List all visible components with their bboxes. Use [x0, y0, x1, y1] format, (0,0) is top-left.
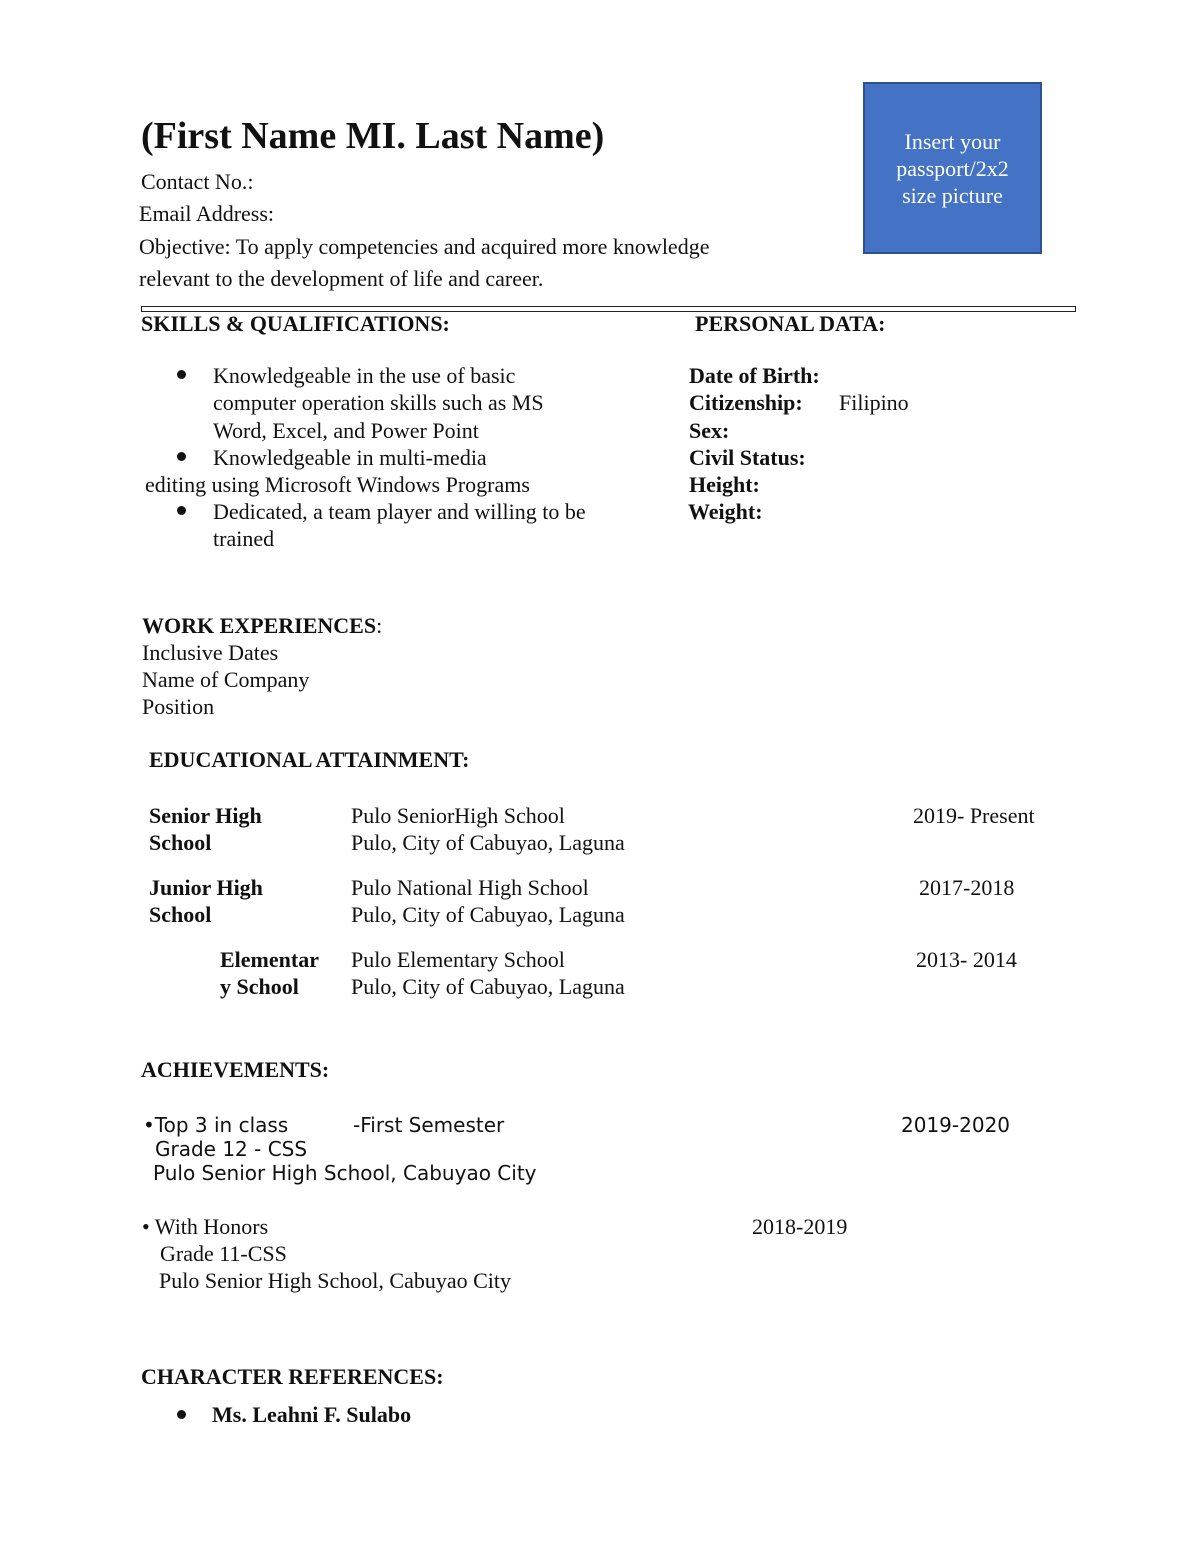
skill-1-line-2: computer operation skills such as MS	[213, 390, 544, 415]
jhs-school-address: Pulo, City of Cabuyao, Laguna	[351, 902, 625, 927]
skill-1-line-1: Knowledgeable in the use of basic	[213, 363, 516, 388]
bullet-icon	[177, 1410, 186, 1419]
applicant-name: (First Name MI. Last Name)	[141, 115, 605, 157]
civil-status-label: Civil Status:	[689, 445, 806, 470]
work-heading-colon: :	[376, 613, 383, 638]
reference-1-name: Ms. Leahni F. Sulabo	[212, 1402, 412, 1427]
elem-years: 2013- 2014	[916, 947, 1017, 972]
elem-level-line-1: Elementar	[220, 947, 319, 972]
elem-school-address: Pulo, City of Cabuyao, Laguna	[351, 974, 625, 999]
photo-placeholder-text: Insert your passport/2x2 size picture	[896, 128, 1009, 208]
jhs-level-line-2: School	[149, 902, 212, 927]
achievement-2-grade: Grade 11-CSS	[160, 1241, 287, 1266]
photo-placeholder	[863, 82, 1042, 254]
jhs-years: 2017-2018	[919, 875, 1015, 900]
work-heading	[142, 612, 382, 639]
jhs-school-name: Pulo National High School	[351, 875, 589, 900]
achievement-1-school: Pulo Senior High School, Cabuyao City	[153, 1161, 537, 1185]
achievements-heading: ACHIEVEMENTS:	[141, 1057, 330, 1082]
shs-school-name: Pulo SeniorHigh School	[351, 803, 565, 828]
achievement-1-term: -First Semester	[353, 1113, 505, 1137]
height-label: Height:	[689, 472, 760, 497]
shs-years: 2019- Present	[913, 803, 1035, 828]
bullet-icon	[177, 506, 186, 515]
achievement-2-school: Pulo Senior High School, Cabuyao City	[159, 1268, 511, 1293]
citizenship-label: Citizenship:	[689, 390, 803, 415]
work-position: Position	[142, 694, 215, 719]
objective-line-2: relevant to the development of life and career.	[139, 266, 544, 291]
email-address-label: Email Address:	[139, 201, 275, 226]
shs-level-line-1: Senior High	[149, 803, 262, 828]
birth-date-label: Date of Birth:	[689, 363, 820, 388]
bullet-icon	[177, 452, 186, 461]
citizenship-value: Filipino	[839, 390, 909, 415]
personal-data-heading: PERSONAL DATA:	[695, 311, 886, 336]
contact-number-label: Contact No.:	[141, 169, 254, 194]
elem-school-name: Pulo Elementary School	[351, 947, 565, 972]
work-company-name: Name of Company	[142, 667, 310, 692]
references-heading: CHARACTER REFERENCES:	[141, 1364, 444, 1389]
skill-3-line-1: Dedicated, a team player and willing to be	[213, 499, 586, 524]
objective-line-1: Objective: To apply competencies and acquired more knowledge	[139, 234, 710, 259]
weight-label: Weight:	[688, 499, 763, 524]
achievement-1-years: 2019-2020	[901, 1113, 1011, 1137]
bullet-icon	[177, 370, 186, 379]
achievement-1-title: •Top 3 in class	[143, 1113, 289, 1137]
achievement-2-title: • With Honors	[142, 1214, 269, 1239]
skill-2-line-2: editing using Microsoft Windows Programs	[145, 472, 530, 497]
work-heading-text: WORK EXPERIENCES	[142, 613, 377, 638]
elem-level-line-2: y School	[220, 974, 299, 999]
jhs-level-line-1: Junior High	[149, 875, 263, 900]
shs-level-line-2: School	[149, 830, 212, 855]
skill-2-line-1: Knowledgeable in multi-media	[213, 445, 487, 470]
skill-3-line-2: trained	[213, 526, 275, 551]
education-heading: EDUCATIONAL ATTAINMENT:	[149, 747, 470, 772]
achievement-1-grade: Grade 12 - CSS	[155, 1137, 308, 1161]
work-inclusive-dates: Inclusive Dates	[142, 640, 279, 665]
achievement-2-years: 2018-2019	[752, 1214, 848, 1239]
sex-label: Sex:	[689, 418, 730, 443]
skills-heading: SKILLS & QUALIFICATIONS:	[141, 311, 450, 336]
skill-1-line-3: Word, Excel, and Power Point	[213, 418, 479, 443]
shs-school-address: Pulo, City of Cabuyao, Laguna	[351, 830, 625, 855]
